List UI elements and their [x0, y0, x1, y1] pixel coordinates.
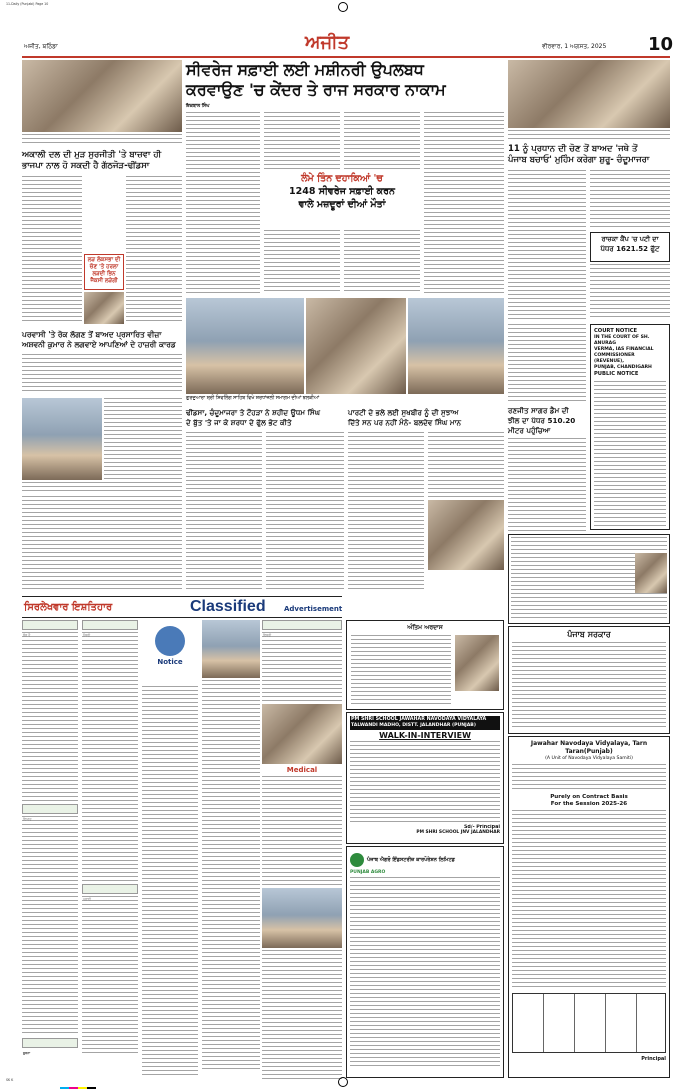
classified-section-header [22, 620, 78, 630]
court-notice-title-2: IN THE COURT OF SH. ANURAG [594, 334, 650, 346]
megaphone-icon [155, 626, 185, 656]
photo-leaders-right [508, 60, 670, 128]
doctor-graphic [262, 704, 342, 764]
classified-col-5-text [262, 632, 342, 702]
registration-mark-icon [338, 1077, 348, 1087]
punjab-agro-logo-icon [350, 853, 364, 867]
ad-punjab-agro [346, 846, 504, 1078]
ad-jnv-title-2: (A Unit of Navodaya Vidyalaya Samiti) [545, 756, 633, 761]
right-story-1-box-1: ਰਾਜ਼ਕਾ ਕੈਂਪ 'ਚ ਪਟੀ ਦਾ [601, 235, 659, 243]
center-story-2-headline-1: ਪਾਰਟੀ ਦੇ ਭਲੇ ਲਈ ਸੁਖਬੀਰ ਨੂੰ ਦੀ ਸੁਝਾਅ [348, 408, 459, 417]
lead-headline-1: ਸੀਵਰੇਜ ਸਫ਼ਾਈ ਲਈ ਮਸ਼ੀਨਰੀ ਉਪਲਬਧ [186, 60, 424, 79]
left-story-3-body [22, 496, 182, 590]
classified-col-1 [22, 620, 78, 1080]
print-slug: 11-Daily (Punjabi) Page 10 [6, 2, 49, 6]
office-graphic [202, 620, 260, 678]
registration-mark-icon [338, 2, 348, 12]
photo-portrait-left [84, 292, 124, 324]
classified-col-5-text-3 [262, 950, 342, 1080]
photo-caption-center: ਗੁਰਦੁਆਰਾ ਸ਼੍ਰੀ ਸ਼ਿਵਲਿੰਗ ਸਾਹਿਬ ਵਿਖੇ ਸ਼ਰਧਾਂਜਲੀ ਸਮਾਗਮ ਦੀਆਂ ਝਲਕੀਆਂ [186, 396, 320, 401]
mid-right-body [508, 438, 586, 532]
mid-right-body-top [508, 324, 586, 404]
classified-notice-label: Notice [157, 658, 183, 666]
ad-obituary [346, 620, 504, 710]
left-story-2-body [22, 354, 182, 394]
left-story-1-box [84, 254, 124, 290]
right-story-1-box [590, 232, 670, 262]
photo-caption-right [508, 130, 670, 142]
classified-title-en: Classified [190, 598, 266, 615]
classified-col-4-text [202, 680, 260, 1072]
court-notice [590, 324, 670, 530]
photo-memorial-3 [408, 298, 504, 394]
ad-punjab-agro-header [350, 850, 500, 870]
lead-subhead [264, 172, 420, 228]
photo-memorial-2 [306, 298, 406, 394]
ad-jnv-intro [512, 764, 666, 792]
right-story-1-col-1 [508, 170, 586, 320]
lead-col-2 [264, 112, 340, 170]
lead-col-3 [344, 112, 420, 170]
lead-col-4 [424, 112, 504, 294]
photo-official-left [22, 398, 102, 480]
lead-story [186, 60, 504, 100]
court-notice-title-6: PUBLIC NOTICE [594, 370, 639, 377]
right-story-1-headline-1: 11 ਨੂੰ ਪ੍ਰਧਾਨ ਦੀ ਚੋਣ ਤੋਂ ਬਾਅਦ 'ਜਥੇ ਤੋਂ [508, 144, 638, 154]
right-story-1-headline-2: ਪੰਜਾਬ ਬਚਾਓ' ਮੁਹਿੰਮ ਕਰੇਗਾ ਸ਼ੁਰੂ- ਚੰਦੂਮਾਜਰਾ [508, 155, 650, 165]
ad-jnv-tarn-taran [508, 736, 670, 1078]
center-story-1-col-1 [186, 432, 262, 590]
right-story-1 [508, 144, 670, 166]
center-story-2 [348, 408, 504, 428]
ad-punjab-agro-title: ਪੰਜਾਬ ਐਗਰੋ ਇੰਡਸਟਰੀਜ਼ ਕਾਰਪੋਰੇਸ਼ਨ ਲਿਮਿਟਡ [367, 857, 455, 863]
ad-punjab-agro-brand: PUNJAB AGRO [350, 870, 386, 875]
color-bar [60, 1078, 96, 1089]
left-story-2-headline-1: ਪਰਵਾਸੀ 'ਤੇ ਰੋਕ ਲੱਗਣ ਤੋਂ ਬਾਅਦ ਪ੍ਰਸਾਰਿਤ ਵੀਜ਼ਾ [22, 330, 162, 339]
center-story-1-headline-2: ਦੇ ਬੁੱਤ 'ਤੇ ਜਾ ਕੇ ਸ਼ਰਧਾ ਦੇ ਫੁੱਲ ਭੇਟ ਕੀਤੇ [186, 418, 292, 427]
mid-right-headline-1: ਰਣਜੀਤ ਸਾਗਰ ਡੈਮ ਦੀ [508, 406, 569, 415]
right-story-1-col-2b [590, 264, 670, 320]
classified-section-header [22, 1038, 78, 1055]
classified-section-header [82, 884, 138, 894]
masthead-date: ਵੀਰਵਾਰ, 1 ਅਗਸਤ, 2025 [542, 43, 607, 50]
classified-col-2 [82, 620, 138, 1080]
court-notice-title-3: VERMA, IAS FINANCIAL [594, 346, 654, 352]
ad-jnv-title-3: Purely on Contract Basis [550, 794, 628, 800]
left-story-1-col-3 [126, 176, 182, 324]
ad-jnv-body [512, 810, 666, 990]
mid-right-headline-2: ਝੀਲ ਦਾ ਪੱਧਰ 510.20 [508, 416, 576, 425]
left-story-1-col-1 [22, 176, 82, 324]
classified-col-1-text-2 [22, 816, 78, 1036]
lead-byline: ਇਕਬਾਲ ਸਿੰਘ [186, 104, 210, 109]
classified-col-4 [202, 620, 260, 1080]
ad-jnv-title-1: Jawahar Navodaya Vidyalaya, Tarn Taran(Punjab) [530, 740, 648, 755]
ad-walkin-title: WALK-IN-INTERVIEW [379, 731, 471, 740]
center-story-1 [186, 408, 344, 428]
ad-punjab-agro-body [350, 877, 500, 1067]
left-story-1 [22, 150, 182, 172]
photo-caption-left-bottom [22, 482, 182, 492]
ad-obituary-photo [455, 635, 499, 691]
ad-punjab-sarkar [508, 626, 670, 734]
left-story-2 [22, 330, 182, 350]
ad-jnv-table [512, 993, 666, 1053]
right-story-1-col-2 [590, 170, 670, 230]
classified-col-2-text-2 [82, 896, 138, 1056]
lead-subhead-1: ਲੰਮੇ ਤਿੰਨ ਦਹਾਕਿਆਂ 'ਚ [301, 173, 383, 184]
lead-subhead-3: ਵਾਲੇ ਮਜ਼ਦੂਰਾਂ ਦੀਆਂ ਮੌਤਾਂ [298, 199, 386, 210]
right-story-1-box-2: ਪੱਧਰ 1621.52 ਫੁੱਟ [600, 245, 660, 253]
photo-leaders-left [22, 60, 182, 132]
court-notice-title-1: COURT NOTICE [594, 328, 638, 334]
photo-caption-left [22, 134, 182, 144]
ad-walkin-body [350, 741, 500, 825]
classified-col-5 [262, 620, 342, 1080]
masthead-left: ਅਜੀਤ, ਬਠਿੰਡਾ [24, 43, 58, 50]
classified-subtitle-en: Advertisement [284, 605, 343, 613]
mid-right-story [508, 324, 588, 532]
center-story-2-col-2 [428, 432, 504, 498]
ad-walkin-school: PM SHRI SCHOOL JAWAHAR NAVODAYA VIDYALAYA [351, 717, 487, 722]
left-story-2-col-2 [104, 398, 182, 480]
classified-banner [22, 596, 342, 618]
ad-walk-in-interview [346, 712, 504, 844]
left-story-2-headline-2: ਅਸ਼ਵਨੀ ਕੁਮਾਰ ਨੇ ਲਗਵਾਏ ਆਪਣਿਆਂ ਦੇ ਹਾਜ਼ਰੀ ਕਾਰਡ [22, 340, 176, 349]
left-story-1-headline-2: ਭਾਜਪਾ ਨਾਲ ਹੋ ਸਕਦੀ ਹੈ ਗੱਠਜੋੜ-ਢੀਂਡਸਾ [22, 161, 150, 171]
ad-obituary-text [351, 635, 451, 705]
ad-walkin-sign2: PM SHRI SCHOOL JNV JALANDHAR [416, 830, 500, 835]
lead-col-3b [344, 230, 420, 294]
classified-section-header [262, 620, 342, 630]
ad-jnv-footer: Principal [641, 1056, 666, 1062]
lead-col-1 [186, 112, 260, 294]
center-story-2-headline-2: ਦਿੱਤੇ ਸਨ ਪਰ ਨਹੀਂ ਮੰਨੇ- ਬਲਦੇਵ ਸਿੰਘ ਮਾਨ [348, 418, 462, 427]
left-story-1-headline-1: ਅਕਾਲੀ ਦਲ ਦੀ ਮੁੜ ਸੁਰਜੀਤੀ 'ਤੇ ਬਾਜ਼ਵਾ ਹੀ [22, 150, 162, 160]
classified-title-pa: ਸਿਰਲੇਖਵਾਰ ਇਸ਼ਤਿਹਾਰ [24, 602, 113, 613]
classified-medical-label: Medical [286, 766, 318, 774]
mid-right-headline-3: ਮੀਟਰ ਪਹੁੰਚਿਆ [508, 426, 551, 435]
ad-obituary-title: ਅੰਤਿਮ ਅਰਦਾਸ [407, 624, 443, 631]
masthead-logo: ਅਜੀਤ [305, 32, 350, 53]
ad-punjab-sarkar-title: ਪੰਜਾਬ ਸਰਕਾਰ [567, 630, 611, 639]
photo-memorial-1 [186, 298, 304, 394]
notice-graphic [142, 626, 198, 686]
ad-government-notice-photo [635, 553, 667, 593]
classified-section-header [22, 804, 78, 814]
classified-section-header [82, 620, 138, 630]
classified-section-label: ਸੂਚਨਾ [23, 1051, 31, 1055]
photo-baldev-singh-maan [428, 500, 504, 570]
left-story-1-box-text: ਲੜ ਲੋਕਸਭਾ ਦੀ ਚੋਣ 'ਤੇ ਹਰਲਾ ਲੜਦੀ ਭਿਨ ਜੈਕਸੀ ਲੜੇਗੀ [87, 257, 121, 284]
ad-government-notice [508, 534, 670, 624]
center-story-1-headline-1: ਢੀਂਡਸਾ, ਚੰਦੂਮਾਜਰਾ ਤੇ ਟੌਹੜਾ ਨੇ ਸ਼ਹੀਦ ਊਧਮ ਸਿੰਘ [186, 408, 321, 417]
center-story-2-col-1 [348, 432, 424, 590]
classified-col-1-text [22, 632, 78, 802]
court-notice-title-5: PUNJAB, CHANDIGARH [594, 364, 652, 370]
ad-jnv-title-4: For the Session 2025-26 [550, 801, 628, 807]
footer-slug: SK K [6, 1078, 14, 1082]
house-graphic [262, 888, 342, 948]
court-notice-body [594, 381, 666, 529]
classified-col-3-text [142, 686, 198, 1076]
ad-walkin-place: TALWANDI MADHO, DISTT. JALANDHAR (PUNJAB) [351, 723, 476, 728]
lead-subhead-2: 1248 ਸੀਵਰੇਜ ਸਫ਼ਾਈ ਕਰਨ [289, 186, 395, 197]
court-notice-title-4: COMMISSIONER (REVENUE), [594, 352, 635, 364]
classified-col-2-text [82, 632, 138, 882]
center-story-1-col-2 [266, 432, 344, 590]
page-number: 10 [648, 34, 674, 55]
ad-punjab-sarkar-body [512, 642, 666, 730]
lead-col-2b [264, 230, 340, 294]
lead-headline-2: ਕਰਵਾਉਣ 'ਚ ਕੇਂਦਰ ਤੇ ਰਾਜ ਸਰਕਾਰ ਨਾਕਾਮ [186, 80, 446, 99]
classified-col-5-text-2 [262, 776, 342, 886]
classified-col-3 [142, 620, 198, 1080]
ad-walkin-sign: Sd/- Principal [463, 825, 500, 830]
masthead [22, 32, 674, 58]
